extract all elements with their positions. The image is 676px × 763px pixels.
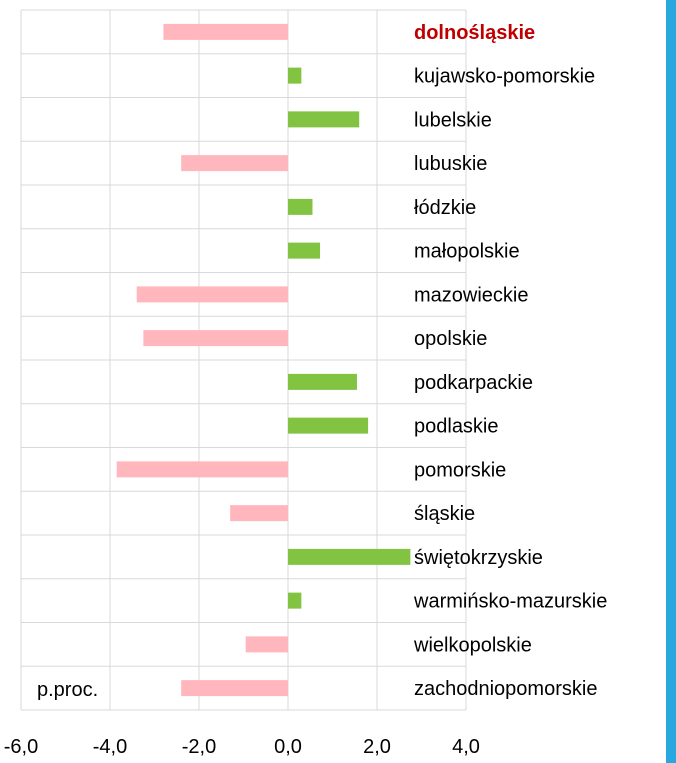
category-label: dolnośląskie [414,21,536,44]
bar [288,111,359,127]
category-label: opolskie [414,328,488,351]
category-label: lubuskie [414,153,488,176]
bar [117,461,288,477]
bar [288,199,312,215]
bar [288,418,368,434]
category-label: małopolskie [414,240,520,263]
category-label: mazowieckie [414,284,529,307]
unit-label: p.proc. [37,679,99,701]
category-label: zachodniopomorskie [414,678,598,701]
chart-grid [21,10,466,710]
category-label: łódzkie [414,196,477,219]
category-label: śląskie [414,503,476,526]
bar [246,636,288,652]
category-labels [413,22,607,700]
x-axis-ticks [4,736,480,758]
x-tick-label: 4,0 [452,736,480,758]
category-label: podkarpackie [414,371,533,394]
bar [137,286,288,302]
category-label: lubelskie [414,109,492,132]
category-label: podlaskie [414,415,499,438]
x-tick-label: -2,0 [181,736,217,758]
bar [288,374,357,390]
bar [230,505,288,521]
x-tick-label: 0,0 [274,736,302,758]
x-tick-label: -6,0 [3,736,39,758]
x-tick-label: -4,0 [92,736,128,758]
bar [163,24,288,40]
category-label: kujawsko-pomorskie [414,65,596,88]
bar [288,68,301,84]
bar [288,243,320,259]
bar [143,330,288,346]
category-label: pomorskie [414,459,507,482]
x-tick-label: 2,0 [363,736,391,758]
bar [181,155,288,171]
category-label: świętokrzyskie [414,546,543,569]
bar [181,680,288,696]
bar [288,549,410,565]
category-label: wielkopolskie [414,634,532,657]
side-accent-bar [666,0,676,763]
bar [288,593,301,609]
category-label: warmińsko-mazurskie [414,590,608,613]
